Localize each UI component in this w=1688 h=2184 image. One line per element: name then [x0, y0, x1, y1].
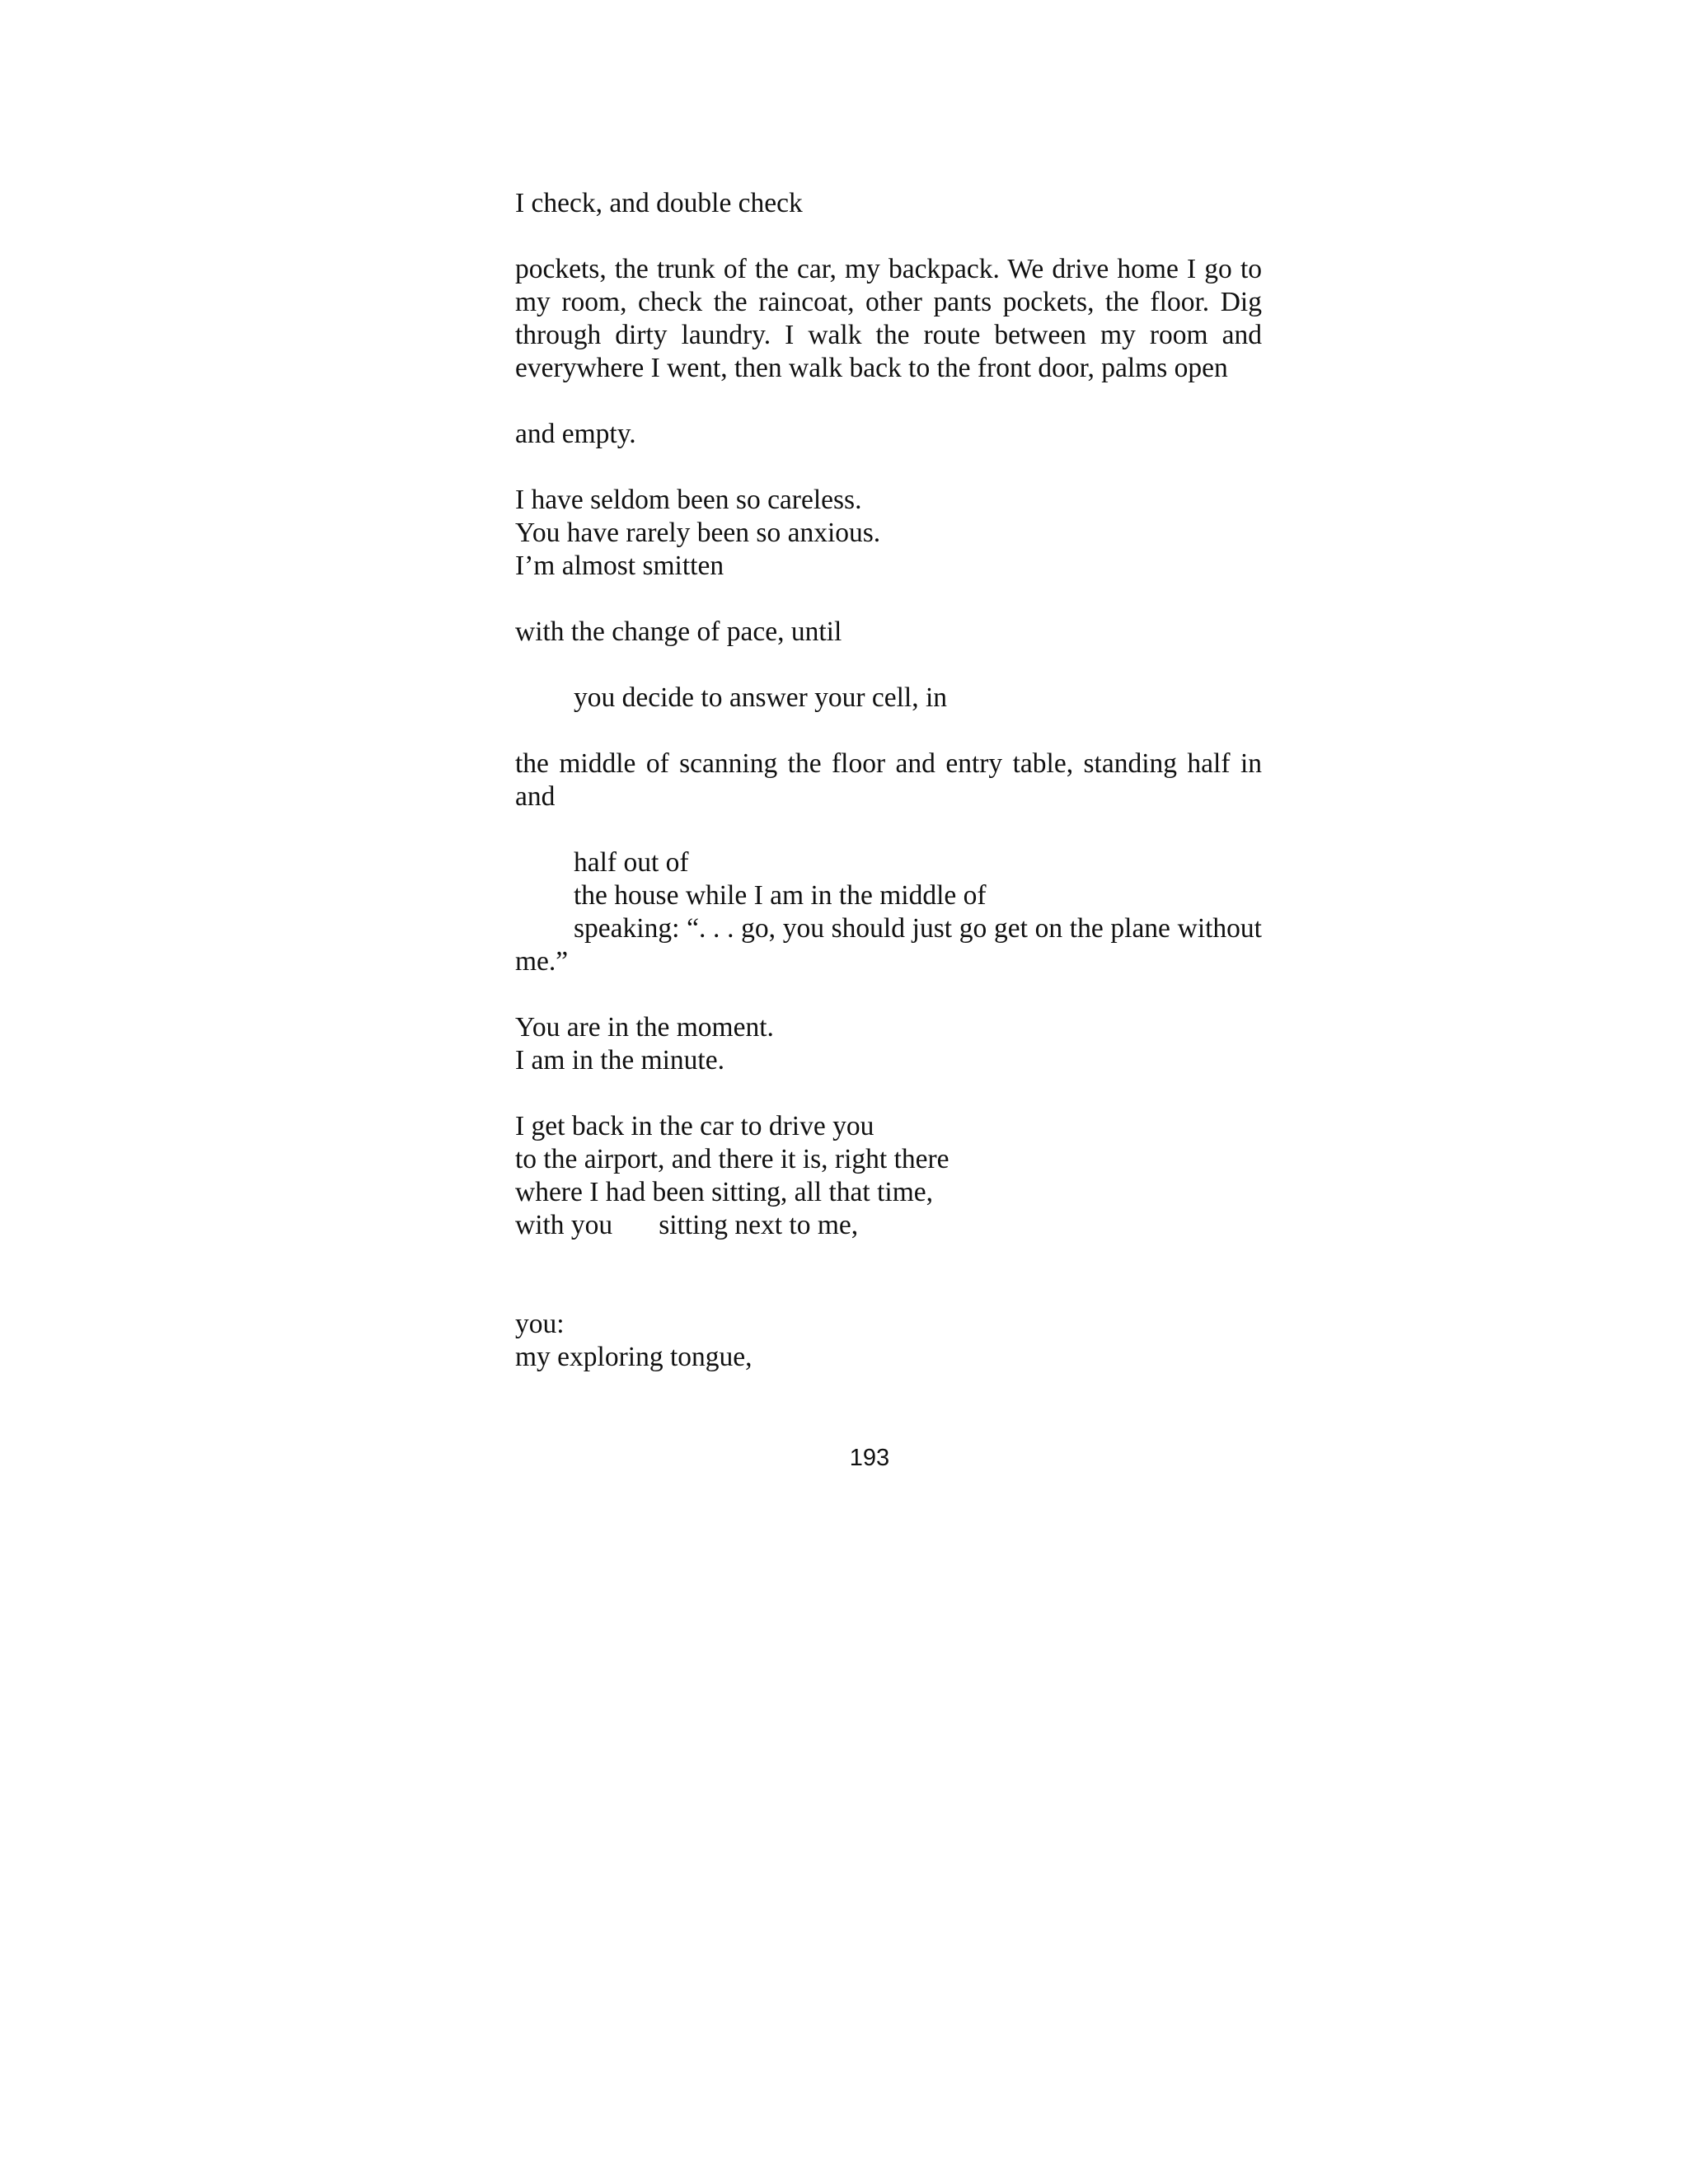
poem-body: [515, 187, 1262, 1374]
stanza-3: [515, 418, 1262, 451]
stanza-2-prose: pockets, the trunk of the car, my backpack. We drive home I go to my room, check the raincoat, other pants pockets, the floor. Dig through dirty laundry. I walk the route between my room and everywhere I went, then walk back to the front door, palms open: [515, 254, 1262, 383]
poem-line: with the change of pace, until: [515, 616, 842, 647]
poem-line: where I had been sitting, all that time,: [515, 1177, 933, 1207]
stanza-4: [515, 484, 1262, 583]
poem-line-part: sitting next to me,: [659, 1210, 859, 1240]
stanza-11: [515, 1308, 1262, 1374]
poem-line: You have rarely been so anxious.: [515, 518, 881, 548]
poem-line: I get back in the car to drive you: [515, 1111, 874, 1141]
poem-line-indented: the house while I am in the middle of: [574, 880, 987, 911]
poem-line: I’m almost smitten: [515, 551, 724, 581]
poem-line: You are in the moment.: [515, 1012, 774, 1043]
poem-line-indented: you decide to answer your cell, in: [574, 682, 948, 713]
poem-line: I have seldom been so careless.: [515, 485, 862, 515]
poem-line-speech: speaking: “. . . go, you should just go get on the plane without me.”: [515, 913, 1262, 977]
poem-line-split: [515, 1209, 1262, 1242]
poem-line: I check, and double check: [515, 188, 803, 218]
stanza-5: [515, 616, 1262, 649]
poem-line-part: with you: [515, 1210, 613, 1240]
stanza-7-prose: the middle of scanning the floor and entry table, standing half in and: [515, 748, 1262, 812]
poem-line: my exploring tongue,: [515, 1342, 753, 1372]
stanza-10: [515, 1110, 1262, 1242]
poem-line: I am in the minute.: [515, 1045, 724, 1076]
page-number: 193: [849, 1445, 890, 1471]
poem-line: to the airport, and there it is, right there: [515, 1144, 950, 1174]
stanza-9: [515, 1011, 1262, 1077]
poem-line: and empty.: [515, 419, 636, 449]
poem-line-indented: half out of: [574, 847, 689, 878]
stanza-8: [515, 846, 1262, 978]
stanza-1: [515, 187, 1262, 220]
poem-line: you:: [515, 1309, 565, 1339]
stanza-6: [515, 682, 1262, 715]
